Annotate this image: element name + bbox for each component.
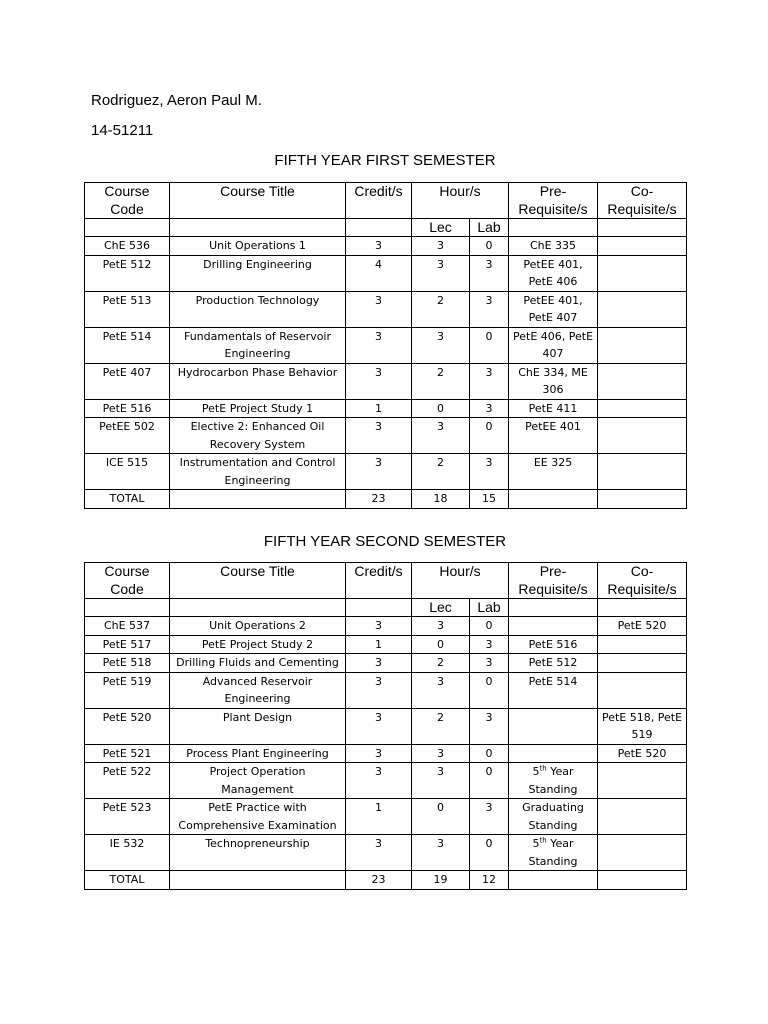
lab-hours-cell: 0 bbox=[470, 617, 509, 636]
credits-cell: 3 bbox=[346, 763, 412, 799]
lecture-hours-cell: 2 bbox=[412, 708, 470, 744]
table-row bbox=[85, 327, 687, 363]
course-title-cell: Drilling Fluids and Cementing bbox=[170, 654, 346, 673]
corequisite-cell bbox=[598, 327, 687, 363]
prerequisite-cell: PetE 514 bbox=[509, 672, 598, 708]
ordinal-suffix: th bbox=[539, 764, 547, 773]
prerequisite-cell: ChE 334, ME 306 bbox=[509, 363, 598, 399]
header-lab: Lab bbox=[470, 599, 509, 617]
prerequisite-cell: Graduating Standing bbox=[509, 799, 598, 835]
prerequisite-text: Year Standing bbox=[528, 837, 578, 868]
credits-cell: 4 bbox=[346, 255, 412, 291]
credits-cell: 3 bbox=[346, 708, 412, 744]
prerequisite-cell bbox=[509, 763, 598, 799]
table-row bbox=[85, 291, 687, 327]
corequisite-cell bbox=[598, 654, 687, 673]
student-name: Rodriguez, Aeron Paul M. bbox=[91, 92, 262, 109]
lecture-hours-cell: 3 bbox=[412, 763, 470, 799]
lecture-hours-cell: 3 bbox=[412, 672, 470, 708]
table-row bbox=[85, 672, 687, 708]
credits-cell: 3 bbox=[346, 835, 412, 871]
header-blank bbox=[170, 219, 346, 237]
total-row bbox=[85, 871, 687, 890]
total-row bbox=[85, 490, 687, 509]
credits-cell: 1 bbox=[346, 799, 412, 835]
header-blank bbox=[346, 219, 412, 237]
course-title-cell: Hydrocarbon Phase Behavior bbox=[170, 363, 346, 399]
header-corequisite: Co-Requisite/s bbox=[598, 563, 687, 599]
course-title-cell: Production Technology bbox=[170, 291, 346, 327]
course-title-cell: Advanced Reservoir Engineering bbox=[170, 672, 346, 708]
header-blank bbox=[85, 599, 170, 617]
lab-hours-cell: 0 bbox=[470, 744, 509, 763]
course-table-first-semester bbox=[84, 182, 687, 509]
prerequisite-cell: PetE 512 bbox=[509, 654, 598, 673]
course-table-second-semester bbox=[84, 562, 687, 890]
header-hours: Hour/s bbox=[412, 183, 509, 219]
prerequisite-text: Year Standing bbox=[528, 765, 578, 796]
header-course-title: Course Title bbox=[170, 563, 346, 599]
header-hours: Hour/s bbox=[412, 563, 509, 599]
table-row bbox=[85, 418, 687, 454]
table-row bbox=[85, 744, 687, 763]
header-course-code: Course Code bbox=[85, 563, 170, 599]
total-label-cell: TOTAL bbox=[85, 871, 170, 890]
credits-cell: 3 bbox=[346, 363, 412, 399]
header-corequisite: Co-Requisite/s bbox=[598, 183, 687, 219]
course-code-cell: PetE 523 bbox=[85, 799, 170, 835]
credits-cell: 3 bbox=[346, 237, 412, 256]
lecture-hours-cell: 3 bbox=[412, 617, 470, 636]
lecture-hours-cell: 2 bbox=[412, 363, 470, 399]
course-title-cell: Instrumentation and Control Engineering bbox=[170, 454, 346, 490]
course-code-cell: IE 532 bbox=[85, 835, 170, 871]
prerequisite-cell: EE 325 bbox=[509, 454, 598, 490]
course-code-cell: PetE 521 bbox=[85, 744, 170, 763]
lecture-hours-cell: 3 bbox=[412, 237, 470, 256]
course-code-cell: PetE 522 bbox=[85, 763, 170, 799]
course-title-cell: Elective 2: Enhanced Oil Recovery System bbox=[170, 418, 346, 454]
lab-hours-cell: 3 bbox=[470, 799, 509, 835]
course-code-cell: ChE 536 bbox=[85, 237, 170, 256]
lab-hours-cell: 0 bbox=[470, 327, 509, 363]
lecture-hours-cell: 0 bbox=[412, 799, 470, 835]
prerequisite-cell: PetE 516 bbox=[509, 635, 598, 654]
lab-hours-cell: 3 bbox=[470, 708, 509, 744]
course-code-cell: PetE 516 bbox=[85, 399, 170, 418]
blank-cell bbox=[170, 490, 346, 509]
lab-hours-cell: 0 bbox=[470, 672, 509, 708]
student-id: 14-51211 bbox=[91, 122, 154, 139]
lecture-hours-cell: 3 bbox=[412, 835, 470, 871]
corequisite-cell bbox=[598, 255, 687, 291]
total-lecture-hours-cell: 19 bbox=[412, 871, 470, 890]
course-code-cell: PetE 519 bbox=[85, 672, 170, 708]
header-lec: Lec bbox=[412, 219, 470, 237]
prerequisite-cell bbox=[509, 744, 598, 763]
header-lec: Lec bbox=[412, 599, 470, 617]
table-row bbox=[85, 708, 687, 744]
header-credits: Credit/s bbox=[346, 563, 412, 599]
prerequisite-year-number: 5 bbox=[532, 837, 540, 850]
header-blank bbox=[509, 219, 598, 237]
table-row bbox=[85, 654, 687, 673]
course-title-cell: Fundamentals of Reservoir Engineering bbox=[170, 327, 346, 363]
corequisite-cell: PetE 520 bbox=[598, 617, 687, 636]
lab-hours-cell: 3 bbox=[470, 454, 509, 490]
ordinal-suffix: th bbox=[539, 836, 547, 845]
course-code-cell: PetE 513 bbox=[85, 291, 170, 327]
course-title-cell: Technopreneurship bbox=[170, 835, 346, 871]
header-credits: Credit/s bbox=[346, 183, 412, 219]
credits-cell: 3 bbox=[346, 291, 412, 327]
total-credits-cell: 23 bbox=[346, 871, 412, 890]
total-label-cell: TOTAL bbox=[85, 490, 170, 509]
course-code-cell: PetEE 502 bbox=[85, 418, 170, 454]
corequisite-cell bbox=[598, 454, 687, 490]
prerequisite-cell: PetE 411 bbox=[509, 399, 598, 418]
corequisite-cell bbox=[598, 291, 687, 327]
table-row bbox=[85, 237, 687, 256]
total-lab-hours-cell: 15 bbox=[470, 490, 509, 509]
total-lab-hours-cell: 12 bbox=[470, 871, 509, 890]
credits-cell: 3 bbox=[346, 418, 412, 454]
course-code-cell: ChE 537 bbox=[85, 617, 170, 636]
course-title-cell: Plant Design bbox=[170, 708, 346, 744]
header-lab: Lab bbox=[470, 219, 509, 237]
table-row bbox=[85, 799, 687, 835]
corequisite-cell bbox=[598, 835, 687, 871]
course-title-cell: Unit Operations 1 bbox=[170, 237, 346, 256]
prerequisite-cell: PetE 406, PetE 407 bbox=[509, 327, 598, 363]
header-course-code: Course Code bbox=[85, 183, 170, 219]
semester-title-2: FIFTH YEAR SECOND SEMESTER bbox=[263, 533, 507, 550]
header-course-title: Course Title bbox=[170, 183, 346, 219]
header-blank bbox=[598, 599, 687, 617]
blank-cell bbox=[509, 871, 598, 890]
header-blank bbox=[509, 599, 598, 617]
blank-cell bbox=[170, 871, 346, 890]
table-row bbox=[85, 835, 687, 871]
semester-title-1: FIFTH YEAR FIRST SEMESTER bbox=[274, 152, 496, 169]
table-row bbox=[85, 454, 687, 490]
lab-hours-cell: 3 bbox=[470, 363, 509, 399]
prerequisite-cell: PetEE 401, PetE 407 bbox=[509, 291, 598, 327]
lab-hours-cell: 3 bbox=[470, 635, 509, 654]
credits-cell: 3 bbox=[346, 672, 412, 708]
corequisite-cell bbox=[598, 635, 687, 654]
blank-cell bbox=[598, 490, 687, 509]
lecture-hours-cell: 2 bbox=[412, 454, 470, 490]
table-row bbox=[85, 763, 687, 799]
lab-hours-cell: 0 bbox=[470, 763, 509, 799]
course-code-cell: PetE 407 bbox=[85, 363, 170, 399]
course-rows-second-semester bbox=[85, 617, 687, 890]
credits-cell: 3 bbox=[346, 454, 412, 490]
table-row bbox=[85, 255, 687, 291]
lab-hours-cell: 3 bbox=[470, 654, 509, 673]
course-title-cell: Unit Operations 2 bbox=[170, 617, 346, 636]
lab-hours-cell: 3 bbox=[470, 255, 509, 291]
corequisite-cell: PetE 520 bbox=[598, 744, 687, 763]
header-blank bbox=[346, 599, 412, 617]
table-row bbox=[85, 399, 687, 418]
corequisite-cell bbox=[598, 399, 687, 418]
course-code-cell: ICE 515 bbox=[85, 454, 170, 490]
lab-hours-cell: 0 bbox=[470, 418, 509, 454]
total-lecture-hours-cell: 18 bbox=[412, 490, 470, 509]
prerequisite-cell: ChE 335 bbox=[509, 237, 598, 256]
header-blank bbox=[598, 219, 687, 237]
credits-cell: 1 bbox=[346, 635, 412, 654]
course-code-cell: PetE 518 bbox=[85, 654, 170, 673]
credits-cell: 3 bbox=[346, 617, 412, 636]
lecture-hours-cell: 2 bbox=[412, 654, 470, 673]
lecture-hours-cell: 3 bbox=[412, 744, 470, 763]
corequisite-cell bbox=[598, 799, 687, 835]
lab-hours-cell: 0 bbox=[470, 835, 509, 871]
lecture-hours-cell: 3 bbox=[412, 418, 470, 454]
course-code-cell: PetE 520 bbox=[85, 708, 170, 744]
header-prerequisite: Pre-Requisite/s bbox=[509, 183, 598, 219]
header-blank bbox=[85, 219, 170, 237]
credits-cell: 3 bbox=[346, 327, 412, 363]
corequisite-cell: PetE 518, PetE 519 bbox=[598, 708, 687, 744]
lecture-hours-cell: 0 bbox=[412, 399, 470, 418]
lecture-hours-cell: 3 bbox=[412, 255, 470, 291]
course-title-cell: PetE Practice with Comprehensive Examination bbox=[170, 799, 346, 835]
course-title-cell: Project Operation Management bbox=[170, 763, 346, 799]
lecture-hours-cell: 2 bbox=[412, 291, 470, 327]
prerequisite-cell: PetEE 401, PetE 406 bbox=[509, 255, 598, 291]
lab-hours-cell: 3 bbox=[470, 291, 509, 327]
header-blank bbox=[170, 599, 346, 617]
corequisite-cell bbox=[598, 237, 687, 256]
header-prerequisite: Pre-Requisite/s bbox=[509, 563, 598, 599]
lecture-hours-cell: 0 bbox=[412, 635, 470, 654]
corequisite-cell bbox=[598, 363, 687, 399]
corequisite-cell bbox=[598, 418, 687, 454]
credits-cell: 3 bbox=[346, 744, 412, 763]
course-title-cell: Process Plant Engineering bbox=[170, 744, 346, 763]
credits-cell: 3 bbox=[346, 654, 412, 673]
course-code-cell: PetE 512 bbox=[85, 255, 170, 291]
corequisite-cell bbox=[598, 763, 687, 799]
lab-hours-cell: 3 bbox=[470, 399, 509, 418]
corequisite-cell bbox=[598, 672, 687, 708]
credits-cell: 1 bbox=[346, 399, 412, 418]
prerequisite-cell: PetEE 401 bbox=[509, 418, 598, 454]
lecture-hours-cell: 3 bbox=[412, 327, 470, 363]
prerequisite-cell bbox=[509, 835, 598, 871]
lab-hours-cell: 0 bbox=[470, 237, 509, 256]
table-row bbox=[85, 617, 687, 636]
table-row bbox=[85, 635, 687, 654]
table-row bbox=[85, 363, 687, 399]
blank-cell bbox=[598, 871, 687, 890]
blank-cell bbox=[509, 490, 598, 509]
course-title-cell: Drilling Engineering bbox=[170, 255, 346, 291]
course-code-cell: PetE 514 bbox=[85, 327, 170, 363]
course-title-cell: PetE Project Study 2 bbox=[170, 635, 346, 654]
course-rows-first-semester bbox=[85, 237, 687, 509]
prerequisite-year-number: 5 bbox=[532, 765, 540, 778]
course-code-cell: PetE 517 bbox=[85, 635, 170, 654]
total-credits-cell: 23 bbox=[346, 490, 412, 509]
prerequisite-cell bbox=[509, 708, 598, 744]
course-title-cell: PetE Project Study 1 bbox=[170, 399, 346, 418]
prerequisite-cell bbox=[509, 617, 598, 636]
